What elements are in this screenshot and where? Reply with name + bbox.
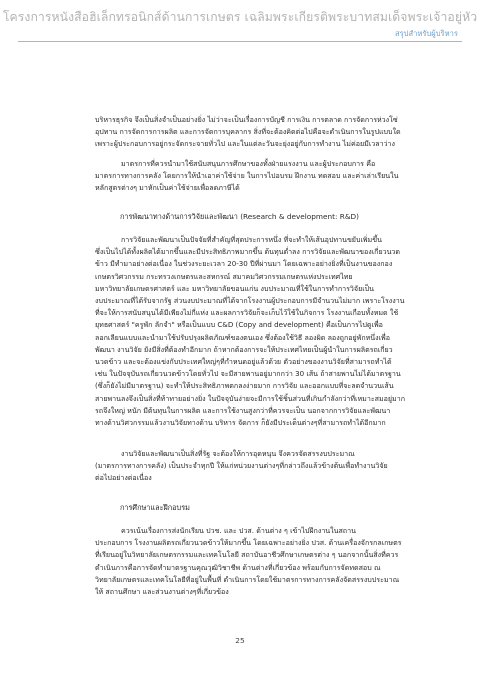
text-line: ที่เรียนอยู่ในวิทยาลัยเกษตรกรรมและเทคโนโลยี สถาบันอาชีวศึกษาเกษตรต่าง ๆ นอกจากนั้นสิ่งที่ควร bbox=[95, 550, 399, 560]
text-line: เช่น ในปัจจุบันรถเกี่ยวนวดข้าวโดยทั่วไป จะมีสายพานอยู่มากกว่า 30 เส้น ถ้าสายพานไม่ได้มาตรฐาน bbox=[95, 369, 401, 379]
text-line: ดำเนินการคือการจัดทำมาตรฐานคุณวุฒิวิชาชีพ ด้านต่างที่เกี่ยวข้อง พร้อมกับการจัดทดสอบ ณ bbox=[95, 562, 381, 572]
text-line: ที่จะให้การสนับสนุนได้มีเพียงไม่กี่แห่ง และผลการวิจัยก็จะเก็บไว้ใช้ในกิจการ โรงงานเกือบทั้งหมด ใช้ bbox=[95, 308, 399, 318]
text-line: (มาตรการทางการคลัง) เป็นประจำทุกปี ให้แก่หน่วยงานต่างๆที่กล่าวถึงแล้วข้างต้นเพื่อทำงานวิจัย bbox=[95, 461, 388, 471]
header-divider bbox=[18, 41, 462, 42]
text-line: มาตรการที่ควรนำมาใช้สนับสนุนการศึกษาของทั้งฝ่ายแรงงาน และผู้ประกอบการ คือ bbox=[121, 159, 376, 168]
text-line: ยุทธศาสตร์ "ครูพัก ลักจำ" หรือเป็นแบบ C&D (Copy and development) คือเป็นการไปดูเพื่อ bbox=[95, 320, 383, 330]
text-line: ประกอบการ โรงงานผลิตรถเกี่ยวนวดข้าวให้มากขึ้น โดยเฉพาะอย่างยิ่ง ปวส. ด้านเครื่องจักรกลเกษตร bbox=[95, 538, 402, 548]
text-line: นวดข้าว และจะต้องแข่งกับประเทศใหญ่ๆที่กำหนดอยู่แล้วด้วย ตัวอย่างของงานวิจัยที่สามารถทำได้ bbox=[95, 357, 392, 367]
text-line: บริหารธุรกิจ จึงเป็นสิ่งจำเป็นอย่างยิ่ง ไม่ว่าจะเป็นเรื่องการบัญชี การเงิน การตลาด การจัดการห่วงโซ่ bbox=[95, 115, 398, 124]
text-line: พัฒนา งานวิจัย ยังมีสิ่งที่ต้องทำอีกมาก ถ้าหากต้องการจะให้ประเทศไทยเป็นผู้นำในการผลิตรถเกี่ยว bbox=[95, 344, 393, 354]
text-line: (ซึ่งก็ยังไม่มีมาตรฐาน) จะทำให้ประสิทธิภาพตกลงง่ายมาก การวิจัย และออกแบบที่จะลดจำนวนเส้น bbox=[95, 381, 394, 391]
page-header-title: โครงการหนังสือฮิเล็กทรอนิกส์ด้านการเกษตร เฉลิมพระเกียรติพระบาทสมเด็จพระเจ้าอยู่หัว bbox=[2, 10, 478, 24]
text-line: ให้ สถานศึกษา และส่วนงานต่างๆที่เกี่ยวข้อง bbox=[95, 587, 229, 597]
text-line: หลักสูตรต่างๆ มาหักเป็นค่าใช้จ่ายเพื่อลดภาษีได้ bbox=[95, 183, 240, 193]
text-line: ซึ่งเป็นไปได้ทั้งผลิตได้มากขึ้นและมีประสิทธิภาพมากขึ้น ต้นทุนต่ำลง การวิจัยและพัฒนาของเกี่ยวนวด bbox=[95, 247, 401, 257]
text-line: มาตรการทางการคลัง โดยการให้นำเอาค่าใช้จ่าย ในการไปอบรม ฝึกงาน ทดสอบ และค่าเล่าเรียนใน bbox=[95, 171, 399, 181]
text-line: งานวิจัยและพัฒนาเป็นสิ่งที่รัฐ จะต้องให้การอุดหนุน จึงควรจัดสรรงบประมาณ bbox=[121, 449, 355, 458]
text-line: เพราะผู้ประกอบการอยู่กระจัดกระจายทั่วไป และในแต่ละวันจะยุ่งอยู่กับการทำงาน ไม่ค่อยมีเวลาว่าง bbox=[95, 139, 395, 149]
text-line: มหาวิทยาลัยเกษตรศาสตร์ และ มหาวิทยาลัยขอนแก่น งบประมาณที่ใช้ในการทำการวิจัยเป็น bbox=[95, 283, 374, 293]
paragraph-3 bbox=[95, 234, 417, 429]
text-line: ต่อไปอย่างต่อเนื่อง bbox=[95, 473, 152, 483]
text-line: ข้าว มีทำมาอย่างต่อเนื่อง ในช่วงระยะเวลา 20-30 ปีที่ผ่านมา โดยเฉพาะอย่างยิ่งที่เป็นงานของกอง bbox=[95, 259, 393, 269]
text-line: ลอกเลียนแบบและนำมาใช้ปรับปรุงผลิตภัณฑ์ของตนเอง ซึ่งต้องใช้วิธี ลองผิด ลองถูกอยู่พักหนึ่งเพื่อ bbox=[95, 332, 390, 342]
text-line: ทางด้านวิศวกรรมแล้วงานวิจัยทางด้าน บริหาร จัดการ ก็ยังมีประเด็นต่างๆที่สามารถทำได้อีกมาก bbox=[95, 418, 386, 428]
section-heading-research: การพัฒนาทางด้านการวิจัยและพัฒนา (Research & development: R&D) bbox=[120, 212, 359, 221]
text-line: เกษตรวิศวกรรม กระทรวงเกษตรและสหกรณ์ สมาคมวิศวกรรมเกษตรแห่งประเทศไทย bbox=[95, 271, 353, 281]
text-line: งบประมาณที่ได้รับจากรัฐ ส่วนงบประมาณที่ได้จากโรงงานผู้ประกอบการมีจำนวนไม่มาก เพราะโรงงาน bbox=[95, 296, 405, 306]
paragraph-1 bbox=[95, 114, 417, 151]
text-line: การวิจัยและพัฒนาเป็นปัจจัยที่สำคัญที่สุดประการหนึ่ง ที่จะทำให้เส้นอุปทานขยับเพิ่มขึ้น bbox=[121, 235, 382, 244]
text-line: วิทยาลัยเกษตรและเทคโนโลยีที่อยู่ในพื้นที่ ดำเนินการโดยใช้มาตรการทางการคลังจัดสรรงบประมาณ bbox=[95, 574, 400, 584]
text-line: อุปทาน การจัดการการผลิต และการจัดการบุคลากร สิ่งที่จะต้องคิดต่อไปคือจะดำเนินการในรูปแบบใด bbox=[95, 127, 401, 137]
text-line: สายพานลงจึงเป็นสิ่งที่ท้าทายอย่างยิ่ง ในปัจจุบันง่ายจะมีการใช้ชิ้นส่วนที่เกินกำลังกว่าที่เหมาะสมอยู่มาก bbox=[95, 393, 406, 403]
page-number: 25 bbox=[235, 636, 245, 645]
section-heading-education: การศึกษาและฝึกอบรม bbox=[120, 503, 190, 512]
paragraph-2 bbox=[95, 158, 417, 195]
text-line: ควรเน้นเรื่องการส่งนักเรียน ปวช. และ ปวส. ด้านต่าง ๆ เข้าไปฝึกงานในสถาน bbox=[121, 526, 356, 535]
text-line: รถจึงใหญ่ หนัก มีต้นทุนในการผลิต และการใช้งานสูงกว่าที่ควรจะเป็น นอกจากการวิจัยและพัฒนา bbox=[95, 405, 391, 415]
paragraph-4 bbox=[95, 448, 417, 485]
paragraph-5 bbox=[95, 525, 417, 598]
page-header-subtitle: สรุปสำหรับผู้บริหาร bbox=[394, 29, 458, 38]
